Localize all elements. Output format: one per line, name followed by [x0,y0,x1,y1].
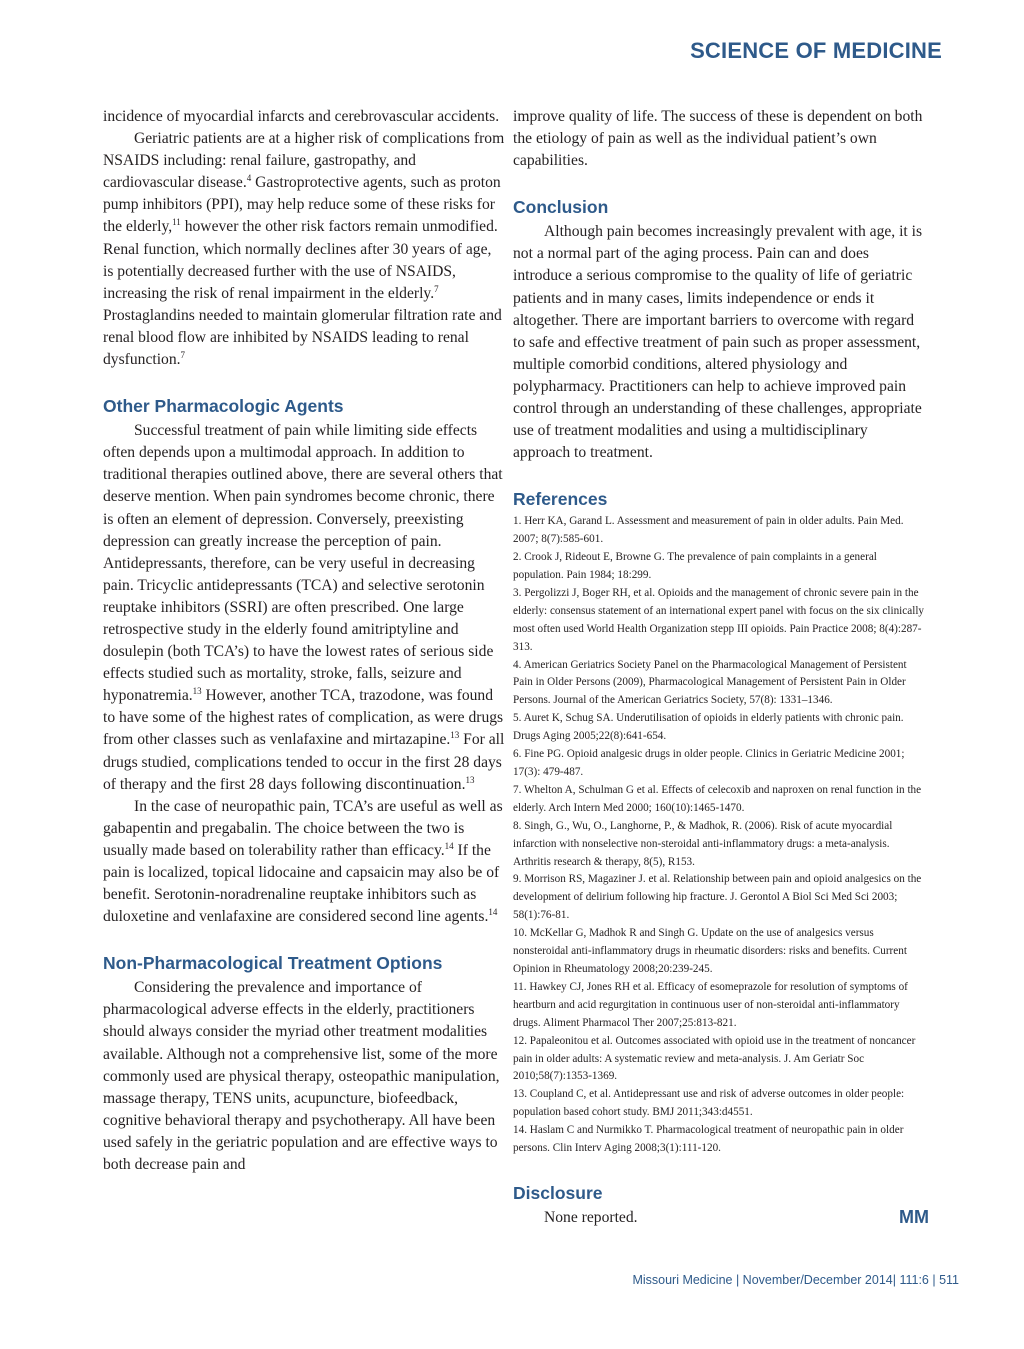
heading-disclosure: Disclosure [513,1182,603,1203]
reference-item: 11. Hawkey CJ, Jones RH et al. Efficacy of esomeprazole for resolution of symptoms of heartburn and acid regurgitation in continuous user of non-steroidal anti-inflammatory drugs. Aliment Pharmacol Ther 2007;25:813-821. [513,980,908,1029]
reference-item: 4. American Geriatrics Society Panel on the Pharmacological Management of Persistent Pain in Older Persons (2009), Pharmacological Management of Persistent Pain in Older Persons. Journal of the American Geriatrics Society, 57(8): 1331–1346. [513,658,907,707]
citation: 13 [450,730,460,741]
reference-item: 2. Crook J, Rideout E, Browne G. The prevalence of pain complaints in a general population. Pain 1984; 18:299. [513,551,877,582]
reference-list [513,513,925,1158]
reference-item: 1. Herr KA, Garand L. Assessment and measurement of pain in older adults. Pain Med. 2007; 8(7):585-601. [513,515,904,546]
reference-item: 12. Papaleonitou et al. Outcomes associated with opioid use in the treatment of noncancer pain in older adults: A systematic review and meta-analysis. J. Am Geriatr Soc 2010;58(7):1353-1369. [513,1034,916,1083]
paragraph-nsaids-risk: Geriatric patients are at a higher risk of complications from NSAIDS including: renal failure, gastropathy, and cardiovascular disease.$^4$ Gastroprotective agents, such as proton pump inhibitors (PPI), may help reduce some of these risks for the elderly,$^{11}$ however the other risk factors remain unmodified. Renal function, which normally declines after 30 years of age, is potentially decreased further with the use of NSAIDS, increasing the risk of renal impairment in the elderly.$^7$ Prostaglandins needed to maintain glomerular filtration rate and renal blood flow are inhibited by NSAIDS leading to renal dysfunction.$^7$ [103,130,505,369]
heading-other-pharmacologic-agents: Other Pharmacologic Agents [103,396,344,417]
reference-item: 13. Coupland C, et al. Antidepressant use and risk of adverse outcomes in older people: population based cohort study. BMJ 2011;343:d4551. [513,1088,905,1119]
citation: 14 [488,907,498,918]
heading-references: References [513,489,608,510]
citation: 11 [172,217,181,228]
left-column [103,106,505,1176]
paragraph-continuation-right: improve quality of life. The success of these is dependent on both the etiology of pain as well as the individual patient’s own capabilities. [513,108,923,170]
reference-item: 6. Fine PG. Opioid analgesic drugs in older people. Clinics in Geriatric Medicine 2001; 17(3): 479-487. [513,748,905,778]
right-column [513,106,925,1229]
paragraph-continuation: incidence of myocardial infarcts and cerebrovascular accidents. [103,108,500,125]
reference-item: 7. Whelton A, Schulman G et al. Effects of celecoxib and naproxen on renal function in the elderly. Arch Intern Med 2000; 160(10):1465-1470. [513,783,922,814]
citation: 13 [192,686,202,697]
reference-item: 10. McKellar G, Madhok R and Singh G. Update on the use of analgesics versus nonsteroidal anti-inflammatory drugs in rheumatic disorders: risks and benefits. Current Opinion in Rheumatology 2008;20:239-245. [513,927,907,975]
heading-non-pharmacological-treatment: Non-Pharmacological Treatment Options [103,953,443,974]
page-footer: Missouri Medicine | November/December 2014| 111:6 | 511 [632,1273,959,1287]
reference-item: 8. Singh, G., Wu, O., Langhorne, P., & Madhok, R. (2006). Risk of acute myocardial infarction with nonselective non-steroidal anti-inflammatory drugs: a meta-analysis. Arthritis research & therapy, 8(5), R153. [513,819,893,868]
paragraph-neuropathic-pain: In the case of neuropathic pain, TCA’s are useful as well as gabapentin and pregabalin. The choice between the two is usually made based on tolerability rather than efficacy.$^{14}$ If the pain is localized, topical lidocaine and capsaicin may also be of benefit. Serotonin-noradrenaline reuptake inhibitors such as duloxetine and venlafaxine are considered second line agents.$^{14}$ [103,797,503,926]
paragraph-conclusion: Although pain becomes increasingly prevalent with age, it is not a normal part of the aging process. Pain can and does introduce a serious compromise to the quality of life of geriatric patients and in many cases, limits independence or ends it altogether. There are important barriers to overcome with regard to safe and effective treatment of pain such as proper assessment, multiple comorbid conditions, altered physiology and polypharmacy. Practitioners can help to achieve improved pain control through an understanding of these challenges, appropriate use of treatment modalities and using a multidisciplinary approach to treatment. [513,223,923,462]
citation: 14 [444,840,454,851]
reference-item: 14. Haslam C and Nurmikko T. Pharmacological treatment of neuropathic pain in older persons. Clin Interv Aging 2008;3(1):111-120. [513,1124,904,1155]
reference-item: 3. Pergolizzi J, Boger RH, et al. Opioids and the management of chronic severe pain in the elderly: consensus statement of an international expert panel with focus on the six clinically most often used World Health Organization stepp III opioids. Pain Practice 2008; 8(4):287-313. [513,586,925,653]
reference-item: 5. Auret K, Schug SA. Underutilisation of opioids in elderly patients with chronic pain. Drugs Aging 2005;22(8):641-654. [513,712,904,743]
end-mark: MM [899,1207,929,1227]
citation: 7 [434,283,439,294]
paragraph-non-pharmacological: Considering the prevalence and importance of pharmacological adverse effects in the elderly, practitioners should always consider the myriad other treatment modalities available. Although not a comprehensive list, some of the more commonly used are physical therapy, osteopathic manipulation, massage therapy, TENS units, acupuncture, biofeedback, cognitive behavioral therapy and psychotherapy. All have been used safely in the geriatric population and are effective ways to both decrease pain and [103,979,500,1174]
citation: 13 [465,774,475,785]
section-title: SCIENCE OF MEDICINE [690,38,942,63]
reference-item: 9. Morrison RS, Magaziner J. et al. Relationship between pain and opioid analgesics on the development of delirium following hip fracture. J. Gerontol A Biol Sci Med Sci 2003; 58(1):76-81. [513,873,922,922]
citation: 7 [180,350,186,361]
paragraph-antidepressants: Successful treatment of pain while limiting side effects often depends upon a multimodal approach. In addition to traditional therapies outlined above, there are several others that deserve mention. When pain syndromes become chronic, there is often an element of depression. Conversely, preexisting depression can greatly increase the perception of pain. Antidepressants, therefore, can be very useful in decreasing pain. Tricyclic antidepressants (TCA) and selective serotonin reuptake inhibitors (SSRI) are often prescribed. One large retrospective study in the elderly found amitriptyline and dosulepin (both TCA’s) to have the lowest rates of serious side effects studied such as mortality, stroke, falls, seizure and hyponatremia.$^{13}$ However, another TCA, trazodone, was found to have some of the highest rates of complication, as were drugs from other classes such as venlafaxine and mirtazapine.$^{13}$ For all drugs studied, complications tended to occur in the first 28 days of therapy and the first 28 days following discontinuation.$^{13}$ [103,422,505,793]
heading-conclusion: Conclusion [513,197,609,218]
paragraph-disclosure: None reported. [544,1208,638,1226]
citation: 4 [246,173,252,184]
